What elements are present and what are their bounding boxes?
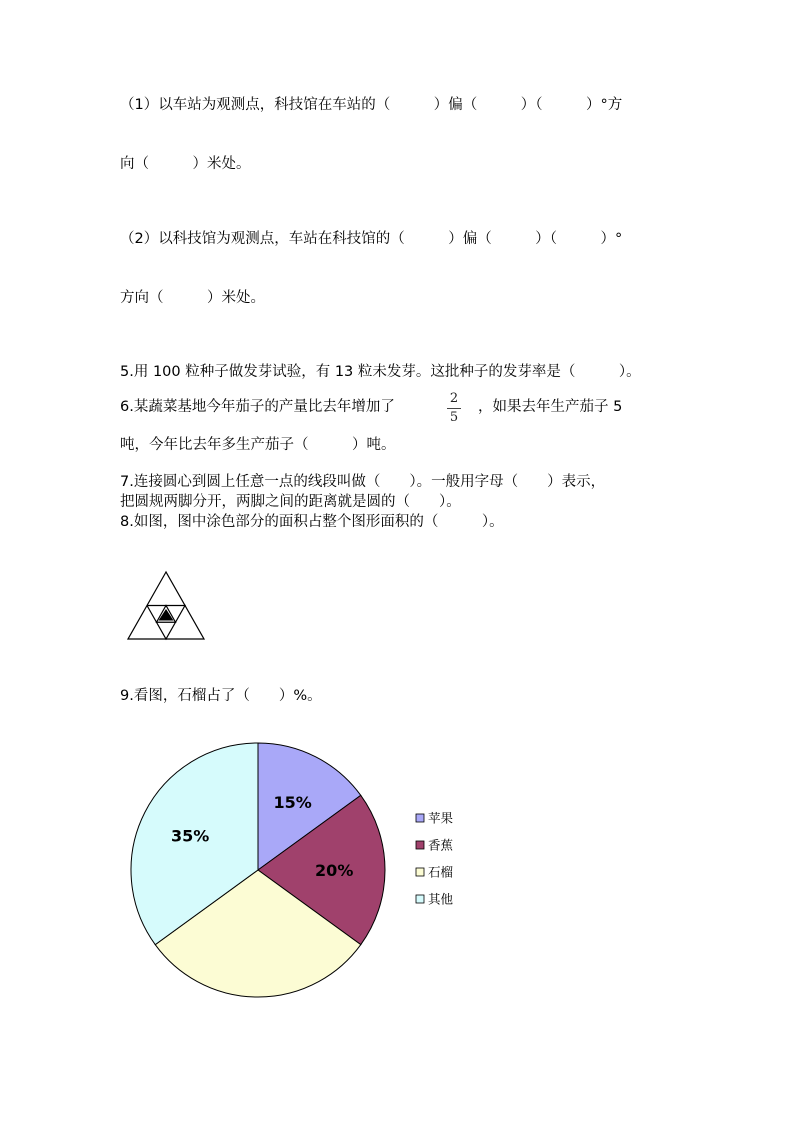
question-7-line1: 7.连接圆心到圆上任意一点的线段叫做（ ）。一般用字母（ ）表示，	[120, 474, 606, 490]
question-4-part2-line1: （2）以科技馆为观测点，车站在科技馆的（ ）偏（ ）（ ）°	[120, 231, 623, 247]
question-6-text-before: 6.某蔬菜基地今年茄子的产量比去年增加了	[120, 399, 395, 415]
question-6-line2: 吨，今年比去年多生产茄子（ ）吨。	[120, 437, 396, 453]
pie-slice-label-1: 15%	[273, 793, 312, 813]
question-5: 5.用 100 粒种子做发芽试验，有 13 粒未发芽。这批种子的发芽率是（ ）。	[120, 364, 641, 380]
pie-slice-label-4: 35%	[170, 826, 210, 846]
question-8: 8.如图，图中涂色部分的面积占整个图形面积的（ ）。	[120, 514, 504, 530]
question-6-fraction	[446, 392, 462, 425]
question-6-text-after: ，如果去年生产茄子 5	[478, 399, 623, 415]
pie-slice-label-2: 20%	[315, 861, 354, 880]
question-4-part1-line1: （1）以车站为观测点，科技馆在车站的（ ）偏（ ）（ ）°方	[120, 97, 623, 113]
legend-label-4: 其他	[428, 891, 454, 907]
fraction-denominator: 5	[449, 410, 459, 425]
legend-label-3: 石榴	[428, 864, 454, 880]
question-7-line2: 把圆规两脚分开，两脚之间的距离就是圆的（ ）。	[120, 494, 461, 510]
legend-swatch-2	[416, 841, 424, 849]
legend-label-1: 苹果	[428, 810, 454, 826]
question-9: 9.看图，石榴占了（ ）%。	[120, 688, 322, 704]
triangle-figure	[120, 568, 210, 644]
question-4-part1-line2: 向（ ）米处。	[120, 156, 251, 172]
legend-swatch-3	[416, 868, 424, 876]
question-4-part2-line2: 方向（ ）米处。	[120, 290, 265, 306]
legend-swatch-4	[416, 895, 424, 903]
legend-label-2: 香蕉	[428, 837, 454, 853]
fraction-numerator: 2	[449, 391, 459, 406]
legend-swatch-1	[416, 814, 424, 822]
fraction-bar	[447, 408, 461, 409]
pie-chart	[120, 735, 480, 1005]
